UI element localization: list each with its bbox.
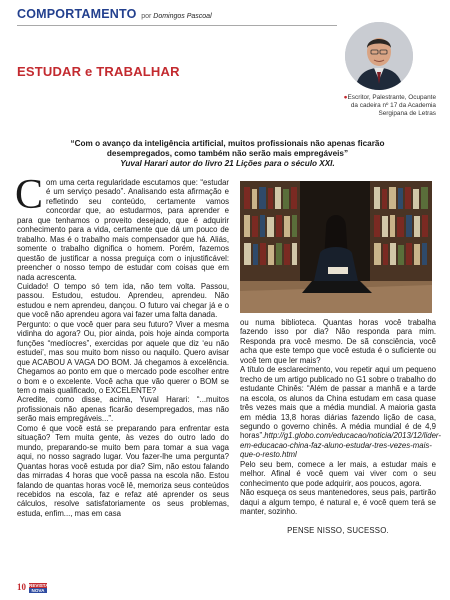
article-column-right bbox=[240, 318, 441, 535]
author-bio-text: Escritor, Palestrante, Ocupante da cadeira nº 17 da Academia Sergipana de Letras bbox=[347, 94, 436, 118]
article-title: ESTUDAR e TRABALHAR bbox=[17, 64, 180, 79]
source-link[interactable]: http://g1.globo.com/educacao/noticia/2013/12/lider-em-educacao-china-faz-aluno-estudar-tres-vezes-mais-que-o-resto.html bbox=[240, 431, 441, 460]
paragraph: Acredite, como disse, acima, Yuval Harari: “...muitos profissionais não apenas ficarão desempregados, mas não serão mais empregáveis...”. bbox=[17, 395, 229, 424]
bullet-icon: ● bbox=[343, 94, 348, 101]
magazine-logo bbox=[29, 583, 47, 593]
author-photo bbox=[345, 22, 413, 90]
logo-bottom-text: NOVA bbox=[31, 588, 45, 593]
paragraph bbox=[15, 172, 229, 282]
paragraph: ou numa biblioteca. Quantas horas você trabalha fazendo isso por dia? Não responda para mim. Responda pra você mesmo. De sã consciência, você acha que este tempo que você estuda é o suficiente ou você tem que ler mais? bbox=[240, 318, 436, 365]
paragraph: Cuidado! O tempo só tem ida, não tem volta. Passou, passou. Estudou, estudou. Aprendeu, aprendeu. Não estudou e nem aprendeu, dançou. O futuro vai chegar já e o que você não aprendeu agora vai fazer uma falta danada. bbox=[17, 281, 229, 320]
paragraph-text: A título de esclarecimento, vou repetir aqui um pequeno trecho de um artigo publicado no G1 sobre o trabalho do estudante Chinês: “Além de passar a manhã e a tarde na escola, os alunos da China estudam em casa quase três vezes mais que a média mundial. A maioria gasta em média 13,8 horas diárias fazendo lição de casa, segundo o governo chinês. A média mundial é de 4,9 horas”. bbox=[240, 365, 436, 441]
columnist-name: Domingos Pascoal bbox=[153, 13, 212, 20]
section-name: COMPORTAMENTO bbox=[17, 7, 137, 21]
library-photo-icon bbox=[240, 181, 432, 313]
page-number: 10 bbox=[17, 582, 26, 592]
drop-cap: C bbox=[15, 172, 44, 218]
paragraph: Não esqueça os seus mantenedores, seus pais, partirão daqui a algum tempo, é natural e, é você quem terá se manter, sozinho. bbox=[240, 488, 436, 517]
author-bio bbox=[338, 94, 436, 119]
closing-line: PENSE NISSO, SUCESSO. bbox=[287, 525, 389, 535]
pull-quote bbox=[60, 139, 395, 169]
section-title bbox=[17, 7, 212, 21]
article-column-left bbox=[15, 172, 229, 518]
logo-top-text: REVISTA bbox=[29, 583, 49, 588]
quote-attribution: Yuval Harari autor do livro 21 Lições para o século XXI. bbox=[120, 159, 335, 168]
byline-prefix: por bbox=[141, 13, 152, 20]
author-portrait-icon bbox=[345, 22, 413, 90]
article-photo bbox=[240, 181, 432, 313]
paragraph bbox=[240, 365, 441, 460]
section-header bbox=[17, 6, 337, 26]
paragraph: Pergunto: o que você quer para seu futuro? Viver a mesma vidinha do agora? Ou, pior ainda, pois hoje ainda comporta funções “medíocres”, exercidas por aquele que diz ‘eu não estudei’, mas sou muito bom nisso ou naquilo. Quero avisar que ACABOU A VAGA DO BOM. Já chegamos à excelência. Chegamos ao ponto em que o mercado pode escolher entre o bom e o excelente. Você acha que vão querer o BOM se tem o mais qualificado, o EXCELENTE? bbox=[17, 319, 229, 395]
paragraph: Como é que você está se preparando para enfrentar esta situação? Tem muita gente, às vezes do outro lado do mundo, preparando-se muito bem para tomar a sua vaga aqui, no nosso sagrado lugar. Vou fazer-lhe uma pergunta? Quantas horas você estuda por dia? Sim, não estou falando das mirradas 4 horas que você passa na escola não. Estou falando de quantas horas você lê, memoriza seus conteúdos recebidos na escola, faz e refaz até aprender os seus cálculos, resolve satisfatoriamente os seus problemas, estuda, enfim..., mas em casa bbox=[17, 423, 229, 518]
paragraph-text: om uma certa regularidade escutamos que: “estudar é um serviço pesado”. Analisando esta afirmação e refletindo seu conteúdo, certamente vamos concordar que, ao estudarmos, para aprender e para que tenhamos o proveito desejado, que é adquirir conhecimento para a vida, certamente que dá um pouco de trabalho. Mas é o trabalho mais compensador que há. Aliás, somente o trabalho dignifica o homem. Porém, fazemos questão de justificar a nossa preguiça com o injustificável: preencher o nosso tempo de estudar com coisas que em nada acrescenta. bbox=[17, 178, 229, 282]
paragraph: Pelo seu bem, comece a ler mais, a estudar mais e melhor. Afinal é você quem vai viver com o seu conhecimento que pode adquirir, aos poucos, agora. bbox=[240, 459, 436, 488]
quote-text: “Com o avanço da inteligência artificial, muitos profissionais não apenas ficarão desempregados, como também não serão mais empregáveis” bbox=[70, 139, 385, 158]
